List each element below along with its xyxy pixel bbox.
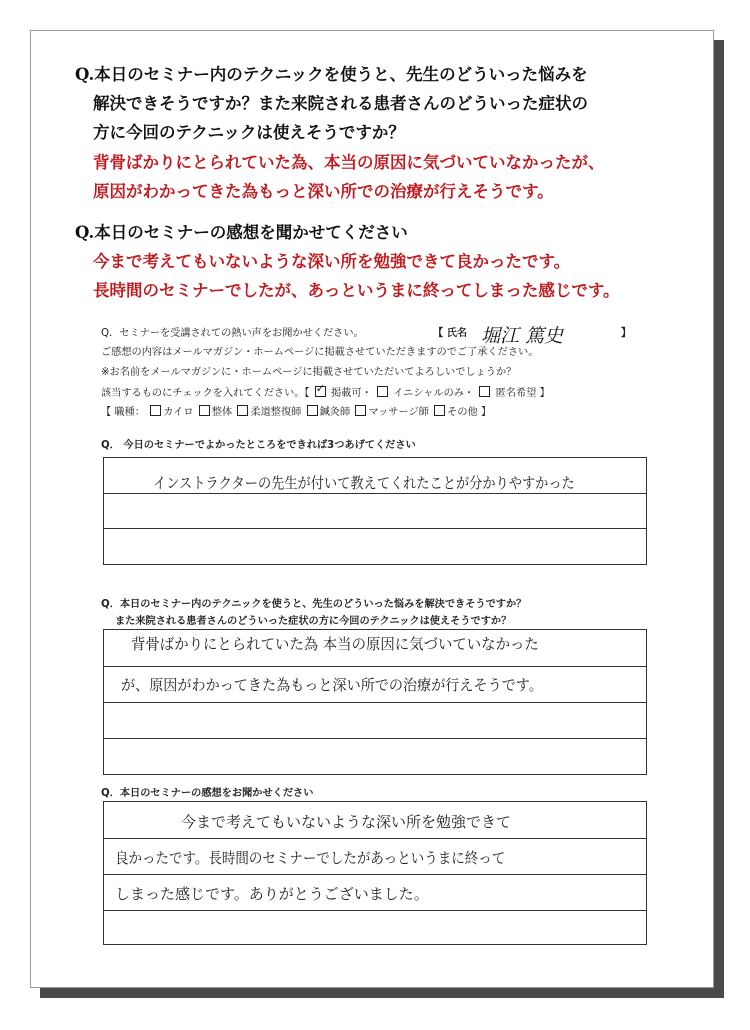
answer-2-line-1: 今まで考えてもいないような深い所を勉強できて良かったです。 [93,252,571,271]
answer-line [104,838,646,839]
form-header-line-3: ※お名前をメールマガジンに・ホームページに掲載させていただいてよろしいでしょうか？ [101,367,517,378]
handwritten-answer-3-line-1: 今まで考えてもいないような深い所を勉強できて [181,813,512,831]
answer-line [104,493,646,494]
handwritten-answer-2-line-1: 背骨ばかりにとられていた為 本当の原因に気づいていなかった [131,635,539,653]
question-1-line-2: 解決できそうですか？また来院される患者さんのどういった症状の [93,94,588,113]
form-question-2-line-2: また来院される患者さんのどういった症状の方に今回のテクニックは使えそうですか？ [115,616,512,627]
check-prompt: 該当するものにチェックを入れてください。【 [101,388,310,399]
answer-1-line-2: 原因がわかってきた為もっと深い所での治療が行えそうです。 [93,182,554,201]
form-header-line-1: Q．セミナーを受講されての熱い声をお聞かせください。 [101,328,364,339]
job-judo: 柔道整復師 [250,407,302,418]
name-bracket-close: 】 [621,328,632,339]
answer-line [104,528,646,529]
answer-line [104,874,646,875]
handwritten-answer-3-line-2: 良かったです。長時間のセミナーでしたがあっというまに終って [115,849,506,867]
answer-2-line-2: 長時間のセミナーでしたが、あっというまに終ってしまった感じです。 [93,281,620,300]
name-signature: 堀江 篤史 [481,325,564,347]
publish-permission-row [101,382,550,399]
checkbox-massage[interactable] [355,405,366,416]
checkbox-other[interactable] [434,405,445,416]
scanned-form [31,31,714,988]
form-header-line-2: ご感想の内容はメールマガジン・ホームページに掲載させていただきますのでご了承ください。 [101,347,539,358]
checkbox-publish-checked[interactable]: ✓ [315,382,325,395]
name-label: 【 氏名 [433,328,468,339]
checkbox-acupuncture[interactable] [307,405,318,416]
handwritten-answer-1-line-1: インストラクターの先生が付いて教えてくれたことが分かりやすかった [153,474,575,492]
checkbox-initials[interactable] [377,386,388,397]
option-initials: イニシャルのみ・ [393,388,475,399]
question-2: Q.本日のセミナーの感想を聞かせてください [75,223,408,242]
job-massage: マッサージ師 [368,407,429,418]
option-anonymous: 匿名希望 】 [495,388,550,399]
job-label: 【 職種： [101,407,145,418]
handwritten-answer-2-line-2: が、原因がわかってきた為もっと深い所での治療が行えそうです。 [121,676,543,694]
question-1-line-1: Q.本日のセミナー内のテクニックを使うと、先生のどういった悩みを [75,65,588,84]
handwritten-answer-3-line-3: しまった感じです。ありがとうございました。 [115,885,429,903]
document-page [30,30,714,988]
job-type-row [101,405,491,418]
answer-line [104,702,646,703]
job-chiro: カイロ [163,407,194,418]
checkbox-judo[interactable] [237,405,248,416]
answer-line [104,666,646,667]
checkbox-seitai[interactable] [199,405,210,416]
checkbox-chiro[interactable] [150,405,161,416]
job-acupuncture: 鍼灸師 [319,407,351,418]
option-publish: 掲載可・ [331,388,372,399]
question-1-line-3: 方に今回のテクニックは使えそうですか？ [93,123,405,142]
form-question-1: Q． 今日のセミナーでよかったところをできれば3つあげてください [101,440,416,451]
form-question-2-line-1: Q．本日のセミナー内のテクニックを使うと、先生のどういった悩みを解決できそうですか？ [101,599,527,610]
form-question-3: Q．本日のセミナーの感想をお聞かせください [101,788,314,799]
job-other: その他 】 [447,407,492,418]
answer-line [104,738,646,739]
answer-line [104,910,646,911]
job-seitai: 整体 [211,407,233,418]
answer-1-line-1: 背骨ばかりにとられていた為、本当の原因に気づいていなかったが、 [93,153,605,172]
checkbox-anonymous[interactable] [479,386,490,397]
